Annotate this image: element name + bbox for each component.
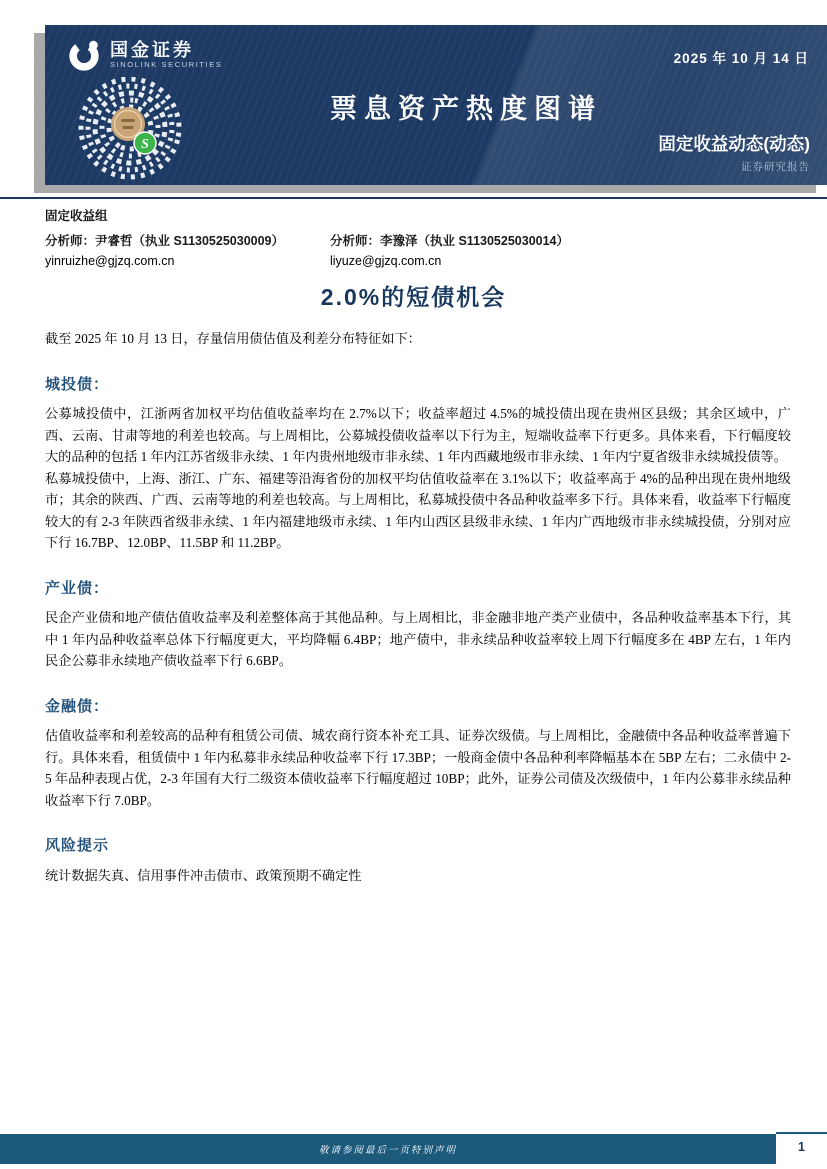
brand-name-en: SINOLINK SECURITIES xyxy=(110,59,223,69)
brand-name-cn: 国金证券 xyxy=(110,39,194,60)
analyst-2 xyxy=(330,231,569,268)
report-series-title: 票息资产热度图谱 xyxy=(330,94,602,124)
footer-disclaimer-text: 敬请参阅最后一页特别声明 xyxy=(318,1146,457,1156)
report-main-title: 2.0%的短债机会 xyxy=(320,284,507,310)
report-category: 固定收益动态(动态) xyxy=(658,134,810,154)
analyst-block xyxy=(45,206,791,268)
section-jinrong-paragraph: 估值收益率和利差较高的品种有租赁公司债、城农商行资本补充工具、证券次级债。与上周相比，金融债中各品种收益率普遍下行。具体来看，租赁债中 1 年内私募非永续品种收益率下行 17.3BP；一般商金债中各品种利率降幅基本在 5BP 左右；二永债中 2-5 年品种表现占优，2-3 年国有大行二级资本债收益率下行幅度超过 10BP；此外，证券公司债及次级债中，1 年内公募非永续品种收益率下行 7.0BP。 xyxy=(45,728,791,808)
intro-paragraph: 截至 2025 年 10 月 13 日，存量信用债估值及利差分布特征如下： xyxy=(45,331,421,346)
section-heading-jinrong: 金融债： xyxy=(45,697,110,715)
analyst-1-email[interactable]: yinruizhe@gjzq.com.cn xyxy=(45,254,175,268)
footer-disclaimer-bar xyxy=(0,1134,776,1164)
analyst-2-name: 分析师：李豫泽（执业 S1130525030014） xyxy=(330,234,569,248)
report-header-banner xyxy=(45,25,827,185)
report-body xyxy=(45,328,791,886)
svg-text:S: S xyxy=(141,137,149,152)
header-divider-line xyxy=(0,197,827,199)
section-chengtou-paragraph-2: 私募城投债中，上海、浙江、广东、福建等沿海省份的加权平均估值收益率在 3.1%以下；收益率高于 4%的品种出现在贵州地级市；其余的陕西、广西、云南等地的利差也较高。与上周相比，私募城投债中各品种收益率多下行。具体来看，收益率下行幅度较大的有 2-3 年陕西省级非永续、1 年内福建地级市永续、1 年内山西区县级非永续、1 年内广西地级市非永续城投债，分别对应下行 16.7BP、12.0BP、11.5BP 和 11.2BP。 xyxy=(45,470,791,550)
section-chanye-paragraph: 民企产业债和地产债估值收益率及利差整体高于其他品种。与上周相比，非金融非地产类产业债中，各品种收益率基本下行，其中 1 年内品种收益率总体下行幅度更大，平均降幅 6.4BP；地产债中，非永续品种收益率较上周下行幅度多在 4BP 左右，1 年内民企公募非永续地产债收益率下行 6.6BP。 xyxy=(45,610,791,668)
analyst-group-title: 固定收益组 xyxy=(45,209,108,223)
qr-code xyxy=(77,77,183,183)
report-subcategory: 证券研究报告 xyxy=(741,161,810,173)
sinolink-logo-icon xyxy=(67,38,101,72)
wechat-icon xyxy=(134,132,156,154)
page-number-area xyxy=(776,1132,827,1166)
section-heading-chanye: 产业债： xyxy=(45,579,110,597)
brand-block xyxy=(67,38,223,72)
analyst-2-email[interactable]: liyuze@gjzq.com.cn xyxy=(330,254,442,268)
report-date: 2025 年 10 月 14 日 xyxy=(673,51,809,66)
section-risk-paragraph: 统计数据失真、信用事件冲击债市、政策预期不确定性 xyxy=(45,867,362,883)
analyst-1-name: 分析师：尹睿哲（执业 S1130525030009） xyxy=(45,234,284,248)
page-number: 1 xyxy=(798,1140,805,1154)
section-chengtou-paragraph-1: 公募城投债中，江浙两省加权平均估值收益率均在 2.7%以下；收益率超过 4.5%的城投债出现在贵州区县级；其余区域中，广西、云南、甘肃等地的利差也较高。与上周相比，公募城投债收益率以下行为主，短端收益率下行更多。具体来看，下行幅度较大的品种的包括 1 年内江苏省级非永续、1 年内贵州地级市非永续、1 年内西藏地级市非永续、1 年内宁夏省级非永续城投债等。 xyxy=(45,406,791,464)
section-heading-risk: 风险提示 xyxy=(45,837,110,854)
section-heading-chengtou: 城投债： xyxy=(45,375,110,393)
analyst-1 xyxy=(45,231,284,268)
